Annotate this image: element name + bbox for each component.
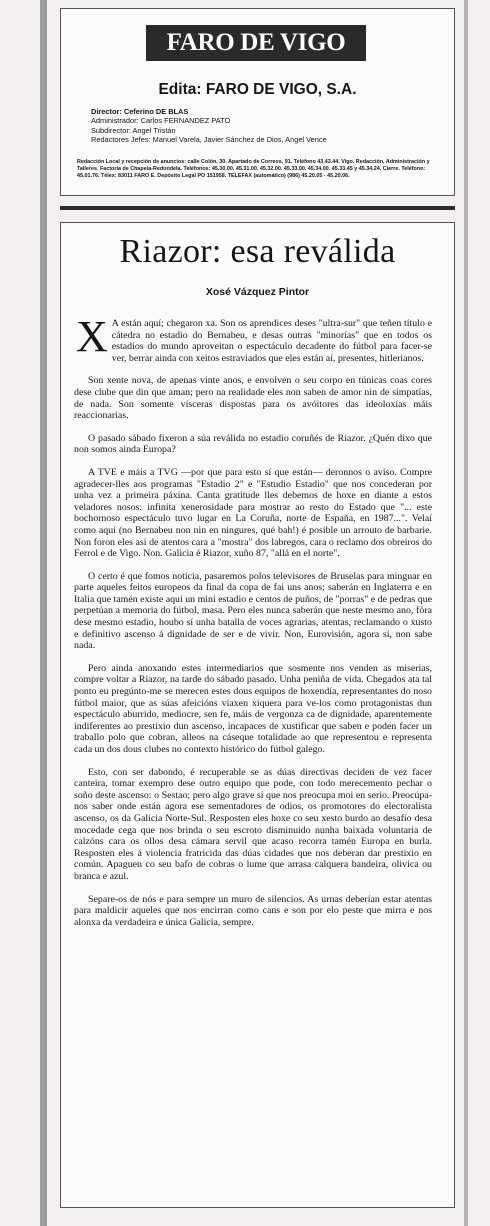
article-paragraph [74, 312, 432, 364]
article-paragraph: Separe-os de nós e para sempre un muro de silencios. As urnas deberían estar atentas para maldicir aqueles que nos encirran como cans e son por elo peste que mirra e nos alonxa da verdadeira e única Galicia, sempre. [74, 893, 432, 928]
staff-subdirector: Subdirector: Angel Tristán [91, 125, 176, 135]
article-body [74, 312, 432, 939]
masthead-box [60, 8, 455, 196]
article-paragraph: Son xente nova, de apenas vinte anos, e envolven o seu corpo en túnicas coas cores dese clube que din que aman; pero na realidade eles non saben de amor nin de simpatías, de nada. Son somente vísceras dispostas para os avóitores das ideoloxías máis reaccionarias. [74, 375, 432, 422]
paragraph-text: A están aquí; chegaron xa. Son os aprendices deses "ultra-sur" que teñen título e cátedra no estadio do Bernabeu, e desas outras "minorías" que en todos os estadios do mundo aproveitan o espectáculo decadente do fútbol para facer-se ver, berrar ainda con xeitos estraviados que eles están aí, presentes, hitlerianos. [111, 318, 432, 364]
article-byline: Xosé Vázquez Pintor [205, 286, 310, 298]
article-headline: Riazor: esa reválida [119, 233, 396, 270]
staff-editors: Redactores Jefes: Manuel Varela, Javier Sánchez de Dios, Angel Vence [91, 134, 327, 144]
staff-administrator: Administrador: Carlos FERNANDEZ PATO [91, 116, 231, 126]
article-paragraph: A TVE e máis a TVG —por que para esto sí que están— deronnos o aviso. Compre agradecer-lles aos programas "Estadio 2" e "Estudio Estadio" que nos concederan por unha vez a primeira páxina. Canta gratitude lles debemos de hoxe en diante a estos veladores nosos: infinita xenerosidade para mostrar ao resto do Estado que "... este bochornoso espectáculo tuvo lugar en La Coruña, norte de España, en 1987...". Velaí como aquí (no Bernabeu non nin en ningures, qué bah!) é posible un arrouto de barbarie. Non foron eles así de atentos cara a "mostra" dos labregos, cara o reclamo dos obreiros do Ferrol e de Vigo. Non. Galicia é Riazor, xuño 87, "allá en el norte". [74, 466, 432, 560]
page-edge-shadow [40, 0, 47, 1226]
page-edge-shadow-right [464, 0, 468, 1226]
contact-info: Redacción Local y recepción de anuncios: calle Colón, 30. Apartado de Correos, 91. Teléfono 43.43.44. Vigo. Redacción, Administración y Talleres. Factoría de Chapela-Redondela. Teléfonos: 45.30.00. 45.31.00. 45.32.00. 45.33.00. 45.34.00. 45.33.45 y 45.34.24. Cierre. Teléfono: 45.01.76. Télex: 83011 FARO E. Depósito Legal PO 151958. TELEFAX (automático) (986) 45.20.05 - 45.20.06. [77, 159, 430, 179]
newspaper-logo: FARO DE VIGO [146, 25, 366, 61]
staff-list [91, 107, 451, 144]
drop-cap: X [76, 312, 108, 361]
article-paragraph: Esto, con ser dabondo, é recuperable se as dúas directivas deciden de vez facer canteira, tomar exempro dese outro equipo que pode, con todo merecemento pechar o soño deste ascenso: o Sestao; pero algo grave sí que nos preocupa moi en serio. Preocúpa-nos saber onde están agora ese sementadores de odios, os promotores do electoralista ascenso, os da Galicia Norte-Sul. Resposten eles hoxe co seu xesto burdo ao desafío desa mocedade cega que nos brinda o seu escroto disminuido nunha baixada voluntaria de calzóns cara os ollos desa cámara servil que acaso recorra tamén Europa en burla. Resposten eles á violencia fratricida das dúas cidades que nos deberan dar prestixio en común. Apaguen co seu bafo de cobras o lume que arrasa calquera bandeira, olivica ou branca e azul. [74, 766, 432, 882]
article-paragraph: Pero ainda anoxando estes intermediarios que sosmente nos venden as miserias, compre voltar a Riazor, na tarde do sábado pasado. Unha peniña de vida. Chegados ata tal ponto eu pregúnto-me se merecen estes dous equipos de hoxendía, representantes do noso fútbol maior, que as súas afeicións viaxen xiquera para ve-los como protagonistas dun espectáculo aburrido, mediocre, sen fe, máis de vergonza ca de dignidade, aparentemente indiferentes ao prestixio dun ascenso, incapaces de xustificar que saben e poden facer un traballo polo que cobran, alleos na cáseque totalidade ao que representou e representa cada un dos dous clubes no contexto histórico do fútbol galego. [74, 662, 432, 755]
article-box [60, 222, 455, 1208]
section-divider [60, 206, 455, 210]
staff-director: Director: Ceferino DE BLAS [91, 107, 189, 116]
publisher-line: Edita: FARO DE VIGO, S.A. [158, 81, 357, 98]
article-paragraph: O certo é que fomos noticia, pasaremos polos televisores de Bruselas para minguar en parte aqueles feitos europeos da final da copa de fai uns anos; saberán en Inglaterra e en Italia que tamén existe aquí un mini estadio e centos de puños, de "porras" e de pedras que perpetúan a memoria do fútbol, masa. Pero eles nunca saberán que neste mesmo ano, fóra dese mesmo estadio, houbo sí unha batalla de voces agrarias, atentas, reclamando o xusto e definitivo ascenso á dignidade de ser e de vivir. Non, Eurovisión, agora sí, non sabe nada. [74, 570, 432, 652]
article-paragraph: O pasado sábado fixeron a súa reválida no estadio coruñés de Riazor. ¿Quén dixo que non somos ainda Europa? [74, 432, 432, 456]
